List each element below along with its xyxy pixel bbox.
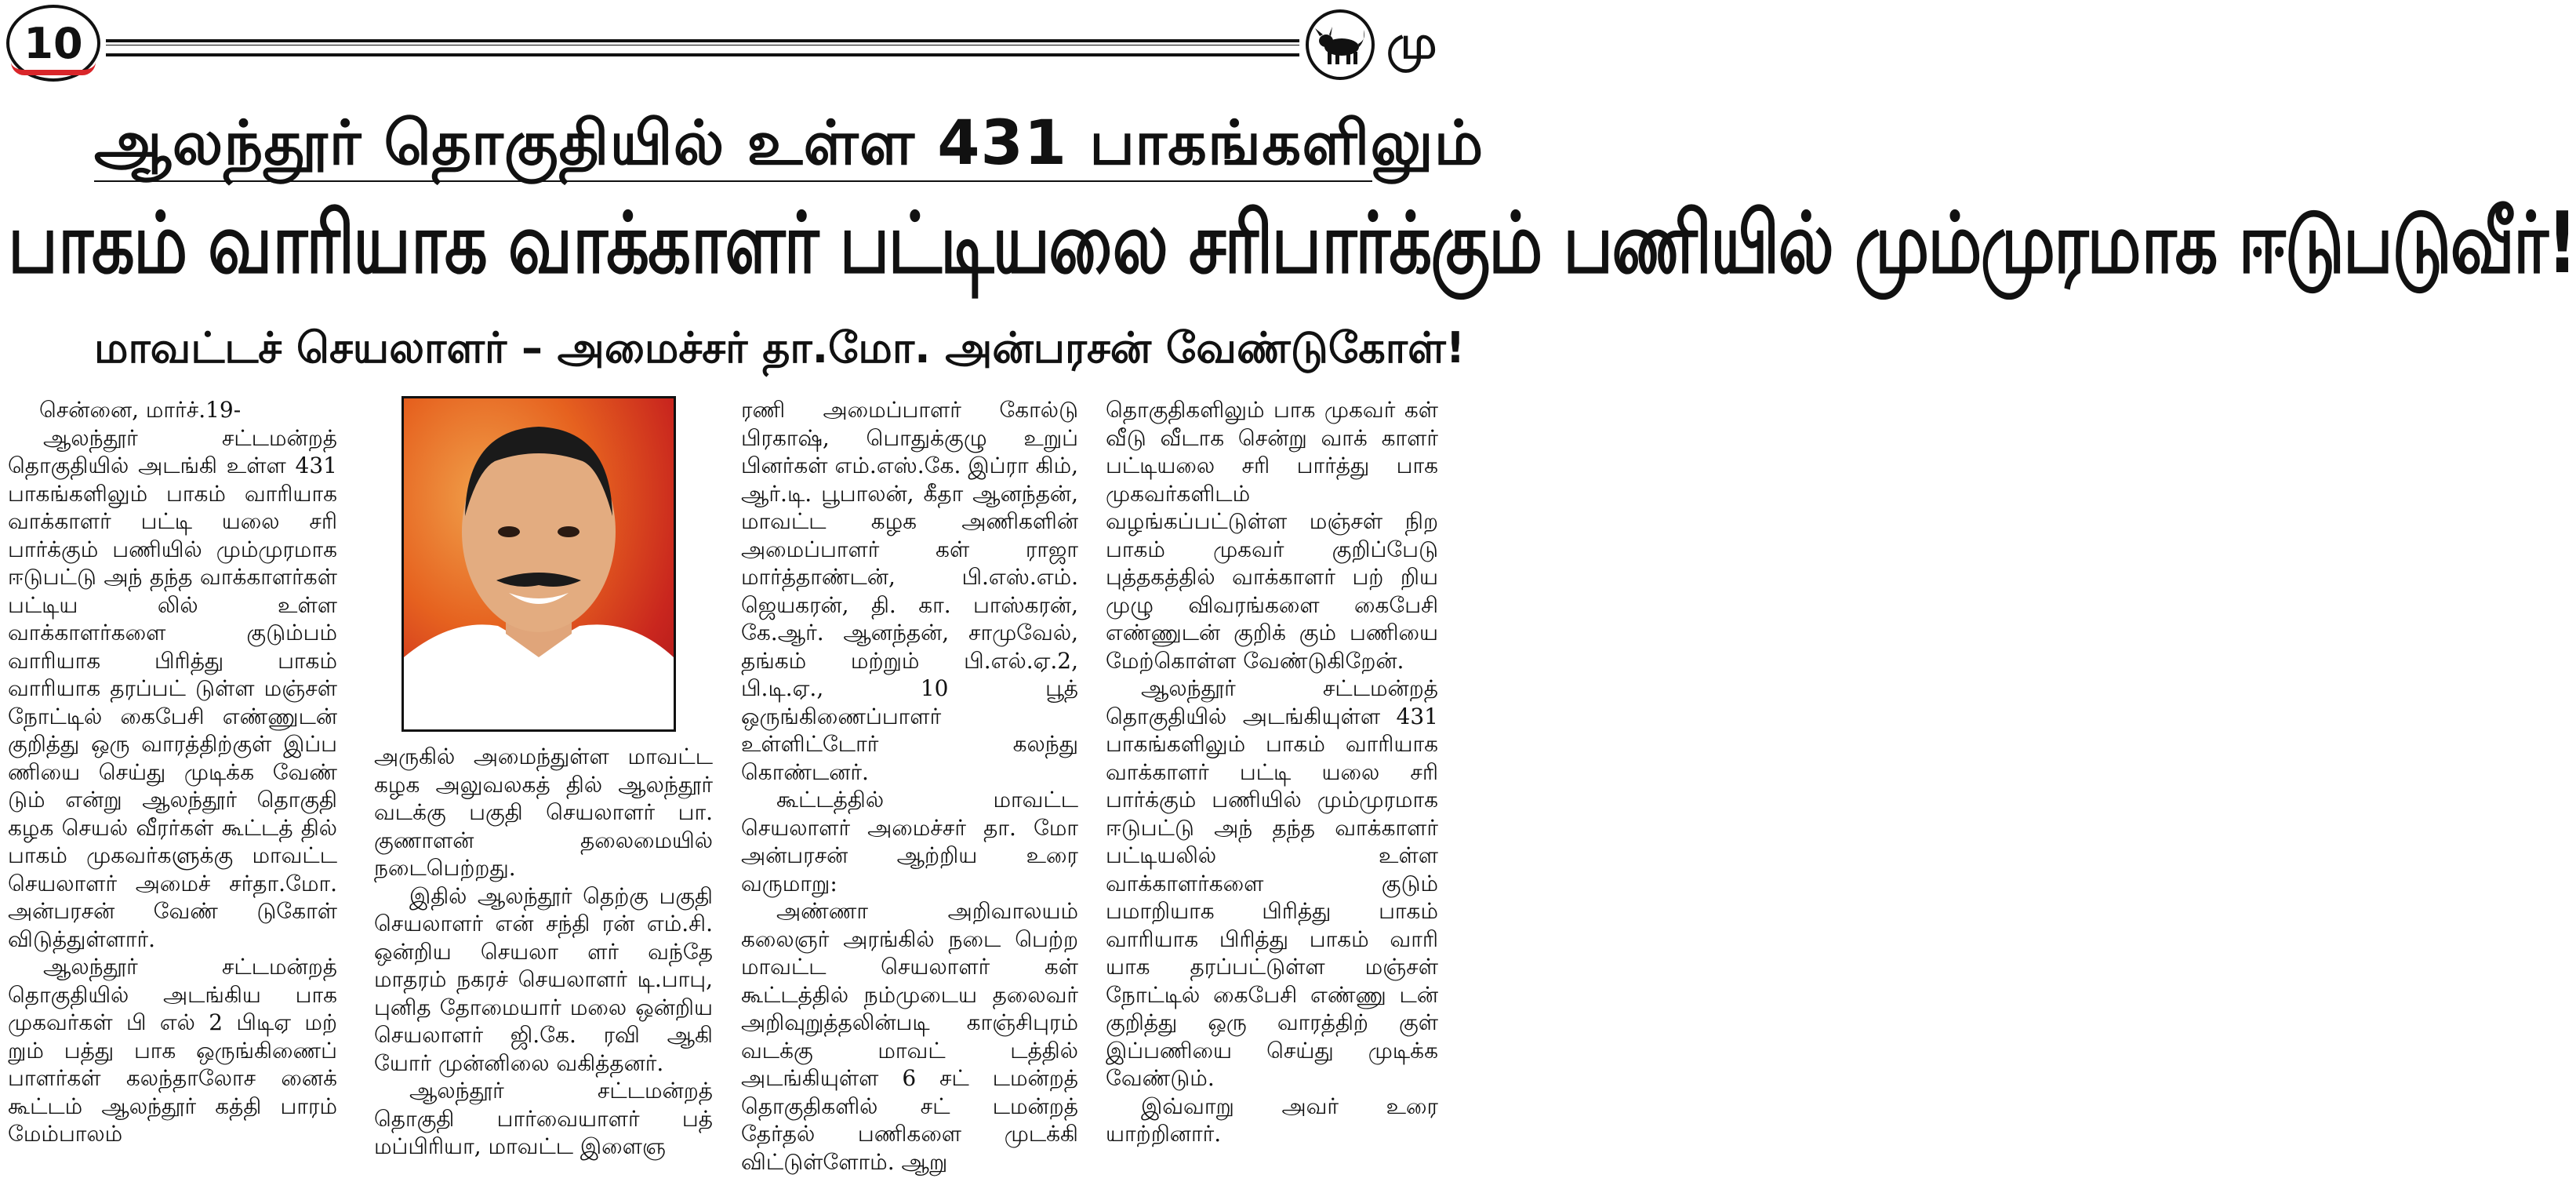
paragraph: ஆலந்தூர் சட்டமன்றத் தொகுதியில் அடங்கியுள்ள 431 பாகங்களிலும் பாகம் வாரியாக வாக்காளர் பட்டி யலை சரி பார்க்கும் பணியில் மும்முரமாக ஈடுபட்டு அந் தந்த வாக்காளர் பட்டியலில் உள்ள வாக்காளர்களை குடும் பமாறியாக பிரித்து பாகம் வாரியாக பிரித்து பாகம் வாரி யாக தரப்பட்டுள்ள மஞ்சள் நோட்டில் கைபேசி எண்ணு டன் குறித்து ஒரு வாரத்திற் குள் இப்பணியை செய்து முடிக்க வேண்டும்.: [1106, 675, 1438, 1091]
paragraph: ஆலந்தூர் சட்டமன்றத் தொகுதியில் அடங்கி உள்ள 431 பாகங்களிலும் பாகம் வாரியாக வாக்காளர் பட்டி யலை சரி பார்க்கும் பணியில் மும்முரமாக ஈடுபட்டு அந் தந்த வாக்காளர்கள் பட்டிய லில் உள்ள வாக்காளர்களை குடும்பம் வாரியாக பிரித்து பாகம் வாரியாக தரப்பட் டுள்ள மஞ்சள் நோட்டில் கைபேசி எண்ணுடன் குறித்து ஒரு வாரத்திற்குள் இப்ப ணியை செய்து முடிக்க வேண் டும் என்று ஆலந்தூர் தொகுதி கழக செயல் வீரர்கள் கூட்டத் தில் பாகம் முகவர்களுக்கு மாவட்ட செயலாளர் அமைச் சர்தா.மோ. அன்பரசன் வேண் டுகோள் விடுத்துள்ளார்.: [8, 424, 337, 952]
article-column-4: [1106, 396, 1438, 1148]
bull-emblem-icon: [1306, 9, 1375, 80]
headline-line-1: ஆலந்தூர் தொகுதியில் உள்ள 431 பாகங்களிலும்: [94, 108, 1484, 179]
article-column-2: [374, 743, 713, 1161]
paragraph: இதில் ஆலந்தூர் தெற்கு பகுதி செயலாளர் என் சந்தி ரன் எம்.சி. ஒன்றிய செயலா ளர் வந்தே மாதரம் நகரச் செயலாளர் டி.பாபு, புனித தோமையார் மலை ஒன்றிய செயலாளர் ஜி.கே. ரவி ஆகி யோர் முன்னிலை வகித்தனர்.: [374, 882, 713, 1076]
dateline: சென்னை, மார்ச்.19-: [39, 397, 242, 423]
subheadline: மாவட்டச் செயலாளர் – அமைச்சர் தா.மோ. அன்பரசன் வேண்டுகோள்!: [94, 323, 1466, 373]
minister-portrait-photo: [401, 396, 676, 732]
page-number-badge: [6, 5, 100, 82]
paragraph: இவ்வாறு அவர் உரை யாற்றினார்.: [1106, 1093, 1438, 1147]
paragraph: அண்ணா அறிவாலயம் கலைஞர் அரங்கில் நடை பெற்ற மாவட்ட செயலாளர் கள் கூட்டத்தில் நம்முடைய தலைவர் அறிவுறுத்தலின்படி காஞ்சிபுரம் வடக்கு மாவட் டத்தில் அடங்கியுள்ள 6 சட் டமன்றத் தொகுதிகளில் சட் டமன்றத் தேர்தல் பணிகளை முடக்கி விட்டுள்ளோம். ஆறு: [741, 898, 1078, 1175]
page-number: 10: [24, 18, 83, 68]
paragraph: ஆலந்தூர் சட்டமன்றத் தொகுதி பார்வையாளர் பத் மப்பிரியா, மாவட்ட இளைஞ: [374, 1078, 713, 1159]
article-column-1: [8, 396, 337, 1148]
paragraph: ரணி அமைப்பாளர் கோல்டு பிரகாஷ், பொதுக்குழு உறுப் பினர்கள் எம்.எஸ்.கே. இப்ரா கிம், ஆர்.டி. பூபாலன், கீதா ஆனந்தன், மாவட்ட கழக அணிகளின் அமைப்பாளர் கள் ராஜா மார்த்தாண்டன், பி.எஸ்.எம். ஜெயகரன், தி. கா. பாஸ்கரன், கே.ஆர். ஆனந்தன், சாமுவேல், தங்கம் மற்றும் பி.எல்.ஏ.2, பி.டி.ஏ., 10 பூத் ஒருங்கிணைப்பாளர் உள்ளிட்டோர் கலந்து கொண்டனர்.: [741, 397, 1078, 785]
headline-divider: [94, 180, 1372, 182]
masthead-partial-title: மு: [1386, 16, 1437, 69]
headline-line-2: பாகம் வாரியாக வாக்காளர் பட்டியலை சரிபார்க்கும் பணியில் மும்முரமாக ஈடுபடுவீர்!: [8, 195, 2576, 293]
paragraph: தொகுதிகளிலும் பாக முகவர் கள் வீடு வீடாக சென்று வாக் காளர் பட்டியலை சரி பார்த்து பாக முகவர்களிடம் வழங்கப்பட்டுள்ள மஞ்சள் நிற பாகம் முகவர் குறிப்பேடு புத்தகத்தில் வாக்காளர் பற் றிய முழு விவரங்களை கைபேசி எண்ணுடன் குறிக் கும் பணியை மேற்கொள்ள வேண்டுகிறேன்.: [1106, 397, 1438, 674]
paragraph: அருகில் அமைந்துள்ள மாவட்ட கழக அலுவலகத் தில் ஆலந்தூர் வடக்கு பகுதி செயலாளர் பா. குணாளன் தலைமையில் நடைபெற்றது.: [374, 744, 713, 881]
paragraph: ஆலந்தூர் சட்டமன்றத் தொகுதியில் அடங்கிய பாக முகவர்கள் பி எல் 2 பிடிஏ மற் றும் பத்து பாக ஒருங்கிணைப் பாளர்கள் கலந்தாலோச னைக் கூட்டம் ஆலந்தூர் கத்தி பாரம் மேம்பாலம்: [8, 954, 337, 1147]
article-column-3: [741, 396, 1078, 1176]
paragraph: கூட்டத்தில் மாவட்ட செயலாளர் அமைச்சர் தா. மோ அன்பரசன் ஆற்றிய உரை வருமாறு:: [741, 787, 1078, 896]
header-rule: [106, 39, 1299, 56]
